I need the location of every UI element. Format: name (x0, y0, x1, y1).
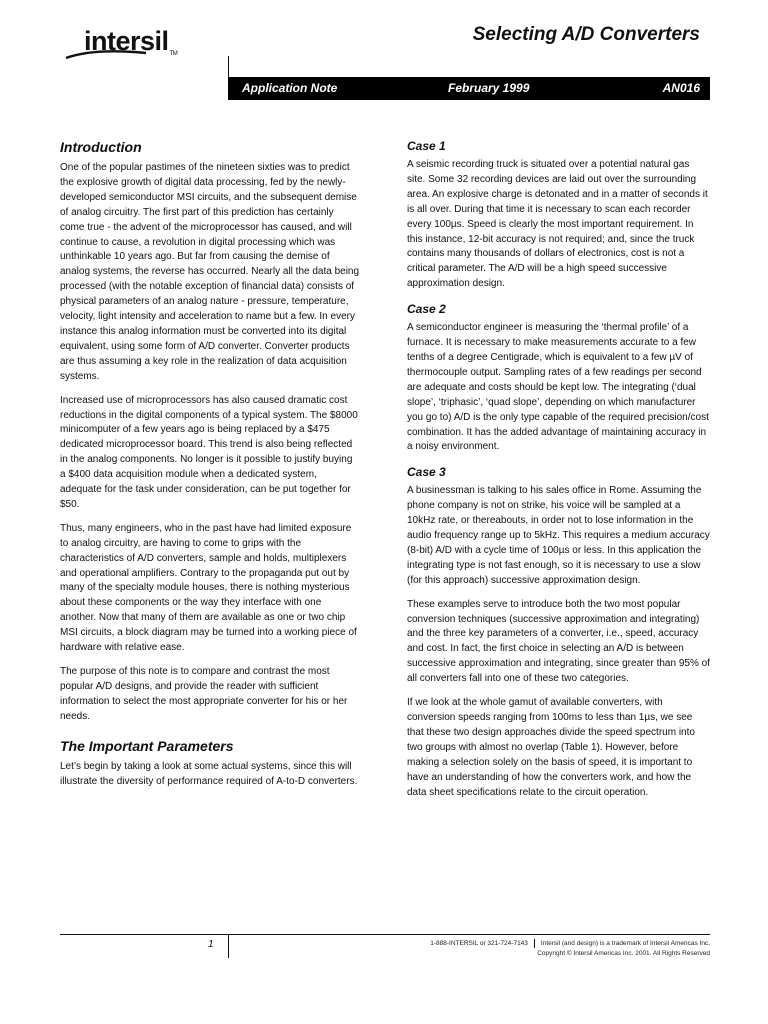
case-heading: Case 1 (407, 139, 446, 153)
logo-text: intersil (84, 26, 169, 56)
footer-rule (60, 934, 710, 935)
page-number: 1 (208, 939, 214, 950)
paragraph: A businessman is talking to his sales office in Rome. Assuming the phone company is not on strike, his voice will be sampled at a 10kHz rate, or thereabouts, in order not to lose information in the audio frequency range up to 5kHz. This requires a medium accuracy (8-bit) A/D with a cycle time of 100µs or less. In this application the integrating type is not fast enough, so it is necessary to use a slow (for this approach) successive approximation design. (407, 485, 710, 586)
footer-divider (228, 934, 229, 958)
paragraph: The purpose of this note is to compare and contrast the most popular A/D designs, and provide the reader with sufficient information to select the most appropriate converter for his or her needs. (60, 666, 348, 722)
left-column (60, 138, 360, 798)
doc-date: February 1999 (448, 81, 530, 95)
section-heading-parameters: The Important Parameters (60, 737, 234, 754)
header-divider (228, 56, 229, 78)
footer-legal (430, 939, 710, 959)
case-heading: Case 3 (407, 465, 446, 480)
footer-separator (534, 939, 535, 948)
paragraph: One of the popular pastimes of the nineteen sixties was to predict the explosive growth of digital data processing, fed by the newly-developed semiconductor MSI circuits, and the subsequent demise of analog circuitry. The first part of this prediction has certainly come true - the advent of the microprocessor has caused, and will continue to cause, a revolution in digital processing which was unthinkable 10 years ago. But far from causing the demise of analog systems, the reverse has occurred. Nearly all the data being processed (with the notable exception of financial data) consists of physical parameters of an analog nature - pressure, temperature, velocity, light intensity and acceleration to name but a few. In every instance this analog information must be converted into its digital equivalent, using some form of A/D converter. Converter products are thus assuming a key role in the realization of data acquisition systems. (60, 162, 360, 382)
doc-code: AN016 (662, 81, 700, 95)
logo-trademark: TM (169, 51, 178, 57)
right-column (407, 138, 710, 809)
paragraph: Let’s begin by taking a look at some actual systems, since this will illustrate the diversity of performance required of A-to-D converters. (60, 760, 358, 787)
logo-swoosh-icon (64, 50, 148, 60)
paragraph: If we look at the whole gamut of available converters, with conversion speeds ranging from 100ms to less than 1µs, we see that these two design approaches divide the speed spectrum into two groups with almost no overlap (Table 1). However, before making a selection solely on the basis of speed, it is important to have an understanding of how the converters work, and how the data sheet specifications relate to the circuit operation. (407, 697, 695, 798)
document-title: Selecting A/D Converters (472, 24, 700, 45)
footer-trademark: Intersil (and design) is a trademark of Intersil Americas Inc. (540, 940, 710, 948)
paragraph: A seismic recording truck is situated over a potential natural gas site. Some 32 recording devices are laid out over the surrounding area. An explosive charge is detonated and in a matter of seconds it is all over. During that time it is necessary to scan each recorder every 100µs. Speed is clearly the most important requirement. In this instance, 12-bit accuracy is not required; and, since the truck contains many thousands of dollars of electronics, cost is not a critical parameter. The A/D will be a high speed successive approximation design. (407, 159, 708, 290)
paragraph: A semiconductor engineer is measuring the ‘thermal profile’ of a furnace. It is necessary to make measurements accurate to a few tenths of a degree Centigrade, which is equivalent to a few µV of thermocouple output. Sampling rates of a few readings per second are adequate and costs should be kept low. The integrating (‘dual slope’, ‘triphasic’, ‘quad slope’, depending on which manufacturer you go to) A/D is the only type capable of the required precision/cost combination. It has the added advantage of maintaining accuracy in a noisy environment. (407, 322, 709, 453)
doc-type-label: Application Note (242, 81, 338, 95)
header-bar (228, 77, 710, 100)
paragraph: These examples serve to introduce both the two most popular conversion techniques (successive approximation and integrating) and the three key parameters of a converter, i.e., speed, accuracy and cost. In fact, the first choice in selecting an A/D is between successive approximation and integrating, since greater than 95% of all converters fall into one of these two categories. (407, 598, 710, 685)
footer-copyright: Copyright © Intersil Americas Inc. 2001. All Rights Reserved (537, 950, 710, 958)
paragraph: Increased use of microprocessors has also caused dramatic cost reductions in the digital components of a typical system. The $8000 minicomputer of a few years ago is being replaced by a $475 dedicated microprocessor board. This trend is also being reflected in the analog components. No longer is it possible to justify buying a $400 data acquisition module when a dedicated system, adequate for the task under consideration, can be put together for $50. (60, 394, 358, 510)
footer-phone: 1-888-INTERSIL or 321-724-7143 (430, 940, 528, 948)
paragraph: Thus, many engineers, who in the past have had limited exposure to analog circuitry, are having to come to grips with the characteristics of A/D converters, sample and holds, multiplexers and operational amplifiers. Contrary to the propaganda put out by many of the specialty module houses, there is nothing mysterious about these components or the way they interface with one another. Now that many of them are available as one or two chip MSI circuits, a block diagram may be turned into a working piece of hardware with relative ease. (60, 522, 357, 654)
section-heading-introduction: Introduction (60, 139, 142, 155)
case-heading: Case 2 (407, 302, 446, 317)
